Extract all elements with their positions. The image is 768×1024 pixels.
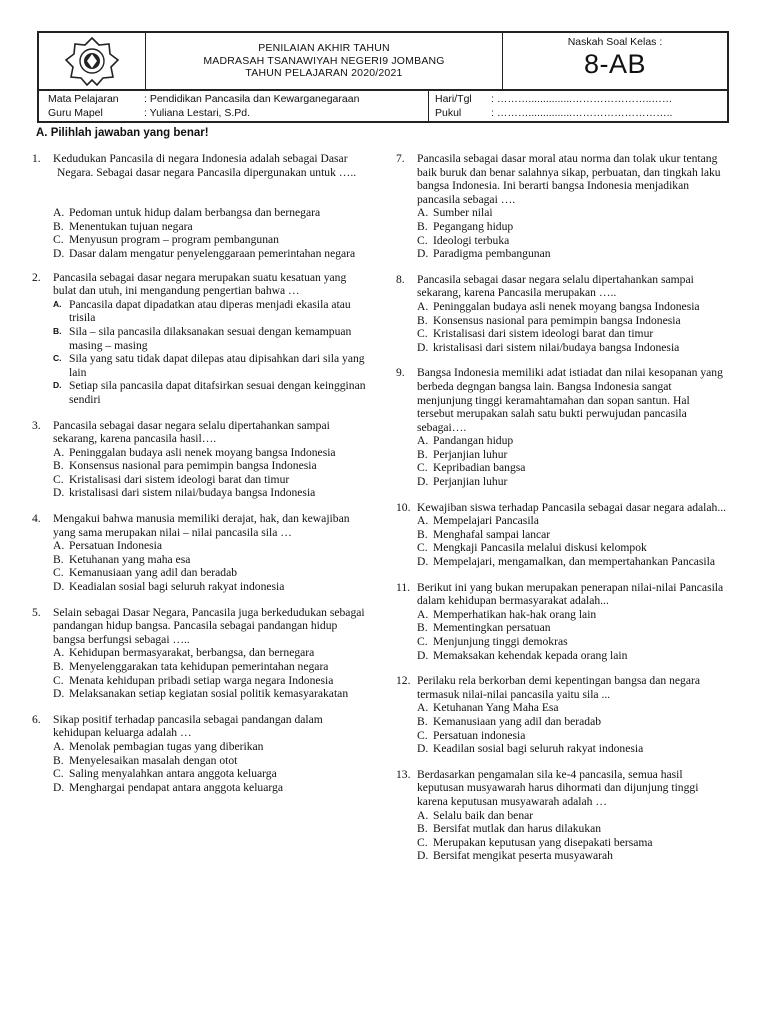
option-text: Paradigma pembangunan xyxy=(433,247,551,261)
option-d[interactable] xyxy=(417,555,728,569)
option-text: Pancasila dapat dipadatkan atau diperas menjadi ekasila atau trisila xyxy=(69,297,351,325)
option-text: Memperhatikan hak-hak orang lain xyxy=(433,607,597,621)
section-title: A. Pilihlah jawaban yang benar! xyxy=(36,127,209,139)
option-text: Setiap sila pancasila dapat ditafsirkan sesuai dengan keingginan sendiri xyxy=(69,379,366,406)
question-item xyxy=(396,273,728,355)
option-text: Kristalisasi dari sistem ideologi barat dan timur xyxy=(433,327,654,341)
question-number: 12. xyxy=(396,674,411,688)
option-letter: C. xyxy=(417,541,428,555)
option-a[interactable] xyxy=(417,701,728,715)
option-letter: A. xyxy=(53,298,62,309)
option-c[interactable] xyxy=(53,233,372,247)
option-text: kristalisasi dari sistem nilai/budaya bangsa Indonesia xyxy=(69,486,316,500)
option-text: Menghafal sampai lancar xyxy=(433,527,551,541)
option-b[interactable] xyxy=(417,621,728,635)
option-letter: D. xyxy=(417,555,429,569)
option-c[interactable] xyxy=(417,635,728,649)
option-letter: D. xyxy=(417,475,429,489)
option-a[interactable] xyxy=(53,206,372,220)
option-d[interactable] xyxy=(53,687,372,701)
option-a[interactable] xyxy=(417,514,728,528)
option-text: Perjanjian luhur xyxy=(433,447,508,461)
subject-label: Mata Pelajaran xyxy=(48,93,119,105)
question-item xyxy=(396,768,728,863)
question-number: 4. xyxy=(32,512,41,526)
option-text: Pegangang hidup xyxy=(433,219,514,233)
option-c[interactable] xyxy=(53,352,372,379)
option-letter: D. xyxy=(417,849,429,863)
ministry-emblem-icon xyxy=(61,36,123,86)
question-text: Pancasila sebagai dasar negara selalu dipertahankan sampai sekarang, karena pancasila hasil…. xyxy=(53,418,330,446)
question-item xyxy=(396,501,728,569)
exam-title-line-3: TAHUN PELAJARAN 2020/2021 xyxy=(245,67,403,80)
option-letter: A. xyxy=(417,206,429,220)
option-letter: D. xyxy=(53,580,65,594)
option-text: Dasar dalam mengatur penyelenggaraan pemerintahan negara xyxy=(69,246,356,260)
option-a[interactable] xyxy=(53,740,372,754)
option-letter: D. xyxy=(53,687,65,701)
question-item xyxy=(32,419,372,501)
option-text: Menyusun program – program pembangunan xyxy=(69,233,279,247)
option-letter: B. xyxy=(417,313,428,327)
option-letter: B. xyxy=(417,527,428,541)
question-item xyxy=(32,271,372,407)
question-number: 10. xyxy=(396,500,411,514)
subject-value: : Pendidikan Pancasila dan Kewarganegaraan xyxy=(144,93,360,105)
option-text: Konsensus nasional para pemimpin bangsa Indonesia xyxy=(69,459,317,473)
class-cell xyxy=(503,33,727,89)
exam-title-line-2: MADRASAH TSANAWIYAH NEGERI9 JOMBANG xyxy=(203,54,445,67)
exam-info-table xyxy=(37,91,729,123)
option-text: Selalu baik dan benar xyxy=(433,808,534,822)
option-text: Kristalisasi dari sistem ideologi barat dan timur xyxy=(69,472,290,486)
option-letter: D. xyxy=(53,246,65,260)
option-letter: A. xyxy=(53,646,65,660)
option-c[interactable] xyxy=(417,234,728,248)
question-number: 3. xyxy=(32,418,41,432)
option-letter: C. xyxy=(417,233,428,247)
question-text: Pancasila sebagai dasar negara merupakan suatu kesatuan yang bulat dan utuh, ini mengandung pengertian bahwa … xyxy=(53,270,347,298)
option-d[interactable] xyxy=(53,781,372,795)
question-number: 1. xyxy=(32,152,41,165)
question-text: Berikut ini yang bukan merupakan penerapan nilai-nilai Pancasila dalam kehidupan bermasyarakat adalah... xyxy=(417,580,724,608)
option-text: Menghargai pendapat antara anggota keluarga xyxy=(69,780,283,794)
option-text: Menolak pembagian tugas yang diberikan xyxy=(69,739,264,753)
option-a[interactable] xyxy=(417,608,728,622)
option-text: Persatuan Indonesia xyxy=(69,539,163,553)
question-number: 13. xyxy=(396,767,411,781)
question-item xyxy=(32,512,372,594)
option-b[interactable] xyxy=(417,314,728,328)
option-letter: D. xyxy=(53,380,62,391)
option-text: Bersifat mutlak dan harus dilakukan xyxy=(433,822,602,836)
answer-space xyxy=(53,179,372,206)
option-text: Menjunjung tinggi demokras xyxy=(433,635,568,648)
option-letter: A. xyxy=(417,299,429,313)
option-letter: B. xyxy=(417,714,428,728)
questions-column-right xyxy=(396,152,728,875)
option-d[interactable] xyxy=(417,475,728,489)
question-text: Mengakui bahwa manusia memiliki derajat, hak, dan kewajiban yang sama merupakan nilai – nilai pancasila sila … xyxy=(53,512,350,539)
option-b[interactable] xyxy=(53,660,372,674)
option-letter: A. xyxy=(53,539,65,553)
option-a[interactable] xyxy=(417,434,728,448)
option-letter: B. xyxy=(417,219,428,233)
option-letter: B. xyxy=(53,753,64,767)
question-number: 7. xyxy=(396,152,405,165)
option-a[interactable] xyxy=(53,446,372,460)
question-number: 5. xyxy=(32,605,41,619)
option-b[interactable] xyxy=(53,325,372,352)
option-text: Ketuhanan yang maha esa xyxy=(69,552,191,566)
day-value: : ………...............…………………..…… xyxy=(491,93,673,105)
class-label: Naskah Soal Kelas : xyxy=(567,36,663,48)
question-item xyxy=(396,152,728,261)
option-text: Kepribadian bangsa xyxy=(433,461,526,475)
option-letter: C. xyxy=(53,673,64,687)
option-letter: C. xyxy=(417,835,428,849)
exam-title-line-1: PENILAIAN AKHIR TAHUN xyxy=(258,42,390,55)
option-letter: A. xyxy=(53,739,65,753)
teacher-value: : Yuliana Lestari, S.Pd. xyxy=(144,107,251,119)
option-c[interactable] xyxy=(417,836,728,850)
option-text: Mementingkan persatuan xyxy=(433,621,551,635)
option-text: Memaksakan kehendak kepada orang lain xyxy=(433,648,628,662)
option-letter: D. xyxy=(53,780,65,794)
option-c[interactable] xyxy=(53,674,372,688)
info-divider xyxy=(428,91,429,121)
option-text: Menyelesaikan masalah dengan otot xyxy=(69,753,238,767)
option-letter: B. xyxy=(53,459,64,473)
option-text: Peninggalan budaya asli nenek moyang bangsa Indonesia xyxy=(69,445,336,459)
option-c[interactable] xyxy=(53,566,372,580)
option-b[interactable] xyxy=(417,715,728,729)
logo-cell xyxy=(39,33,146,89)
option-d[interactable] xyxy=(417,742,728,756)
option-text: Persatuan indonesia xyxy=(433,728,526,742)
option-b[interactable] xyxy=(417,220,728,234)
exam-header xyxy=(37,31,729,91)
option-d[interactable] xyxy=(53,247,372,261)
option-letter: B. xyxy=(417,822,428,836)
question-item xyxy=(32,713,372,795)
option-text: Merupakan keputusan yang disepakati bersama xyxy=(433,835,653,849)
option-letter: A. xyxy=(417,514,429,528)
option-text: kristalisasi dari sistem nilai/budaya bangsa Indonesia xyxy=(433,340,680,354)
option-d[interactable] xyxy=(417,247,728,261)
option-letter: B. xyxy=(53,660,64,673)
option-letter: D. xyxy=(53,486,65,500)
option-a[interactable] xyxy=(53,298,372,325)
option-text: Kemanusiaan yang adil dan beradab xyxy=(433,714,602,728)
option-c[interactable] xyxy=(417,461,728,475)
question-text: Sikap positif terhadap pancasila sebagai pandangan dalam kehidupan keluarga adalah … xyxy=(53,712,323,740)
option-letter: A. xyxy=(417,808,429,822)
question-item xyxy=(396,581,728,663)
option-d[interactable] xyxy=(417,849,728,863)
option-text: Ideologi terbuka xyxy=(433,233,510,247)
option-text: Keadialan sosial bagi seluruh rakyat indonesia xyxy=(69,580,285,594)
question-item xyxy=(32,152,372,261)
option-text: Perjanjian luhur xyxy=(433,475,508,489)
option-letter: B. xyxy=(417,447,428,461)
question-text: Pancasila sebagai dasar negara selalu dipertahankan sampai sekarang, karena Pancasila merupakan ….. xyxy=(417,272,694,300)
option-letter: D. xyxy=(417,247,429,261)
option-c[interactable] xyxy=(53,473,372,487)
option-letter: C. xyxy=(417,461,428,475)
option-letter: C. xyxy=(417,728,428,742)
option-d[interactable] xyxy=(53,379,372,406)
option-text: Menata kehidupan pribadi setiap warga negara Indonesia xyxy=(69,673,334,687)
time-label: Pukul xyxy=(435,107,462,119)
option-letter: C. xyxy=(417,635,428,648)
option-text: Ketuhanan Yang Maha Esa xyxy=(433,701,559,715)
questions-column-left xyxy=(32,152,372,806)
option-b[interactable] xyxy=(53,459,372,473)
option-letter: C. xyxy=(417,327,428,341)
option-c[interactable] xyxy=(417,541,728,555)
day-label: Hari/Tgl xyxy=(435,93,472,105)
option-letter: A. xyxy=(417,607,429,621)
option-text: Melaksanakan setiap kegiatan sosial politik kemasyarakatan xyxy=(69,687,349,701)
question-number: 2. xyxy=(32,270,41,284)
option-d[interactable] xyxy=(53,580,372,594)
question-text: Kedudukan Pancasila di negara Indonesia adalah sebagai Dasar Negara. Sebagai dasar negara Pancasila dipergunakan untuk ….. xyxy=(53,152,357,179)
option-letter: B. xyxy=(417,621,428,635)
option-text: Peninggalan budaya asli nenek moyang bangsa Indonesia xyxy=(433,299,700,313)
option-text: Sumber nilai xyxy=(433,206,493,220)
option-letter: C. xyxy=(53,233,64,247)
question-text: Kewajiban siswa terhadap Pancasila sebagai dasar negara adalah... xyxy=(417,500,727,514)
class-value: 8-AB xyxy=(583,49,647,79)
option-text: Sila – sila pancasila dilaksanakan sesuai dengan kemampuan masing – masing xyxy=(69,324,352,352)
question-text: Perilaku rela berkorban demi kepentingan bangsa dan negara termasuk nilai-nilai pancasila yaitu sila ... xyxy=(417,674,700,701)
option-letter: B. xyxy=(53,325,62,336)
time-value: : ………...............……………………….. xyxy=(491,107,673,119)
option-letter: D. xyxy=(417,340,429,354)
option-letter: C. xyxy=(53,767,64,781)
question-text: Berdasarkan pengamalan sila ke-4 pancasila, semua hasil keputusan musyawarah harus dihormati dan dijunjung tinggi karena keputusan musyawarah adalah … xyxy=(417,767,699,808)
option-letter: C. xyxy=(53,472,64,486)
question-item xyxy=(396,366,728,488)
teacher-label: Guru Mapel xyxy=(48,107,103,119)
option-b[interactable] xyxy=(417,822,728,836)
option-c[interactable] xyxy=(417,327,728,341)
option-letter: D. xyxy=(417,648,429,662)
question-text: Selain sebagai Dasar Negara, Pancasila juga berkedudukan sebagai pandangan hidup bangsa. Pancasila sebagai pandangan hidup bangsa berfungsi sebagai ….. xyxy=(53,605,365,646)
option-letter: D. xyxy=(417,742,429,756)
option-d[interactable] xyxy=(417,649,728,663)
question-number: 11. xyxy=(396,580,411,594)
question-item xyxy=(32,606,372,701)
option-text: Saling menyalahkan antara anggota keluarga xyxy=(69,767,277,781)
question-number: 6. xyxy=(32,712,41,726)
question-number: 9. xyxy=(396,366,405,380)
option-text: Mempelajari Pancasila xyxy=(433,514,539,528)
question-text: Pancasila sebagai dasar moral atau norma dan tolak ukur tentang baik buruk dan benar salahnya sikap, perbuatan, dan tingkah laku bangsa Indonesia. Ini berarti bangsa Indonesia menjadikan pancasila sebagai …. xyxy=(417,152,721,206)
option-text: Keadilan sosial bagi seluruh rakyat indonesia xyxy=(433,742,644,756)
option-letter: C. xyxy=(53,353,62,364)
option-letter: A. xyxy=(53,206,65,220)
question-text: Bangsa Indonesia memiliki adat istiadat dan nilai kesopanan yang berbeda degngan bangsa lain. Bangsa Indonesia sangat menjunjung tinggi keramahtamahan dan sopan santun. Hal tersebut merupakan salah satu bukti perwujudan pancasila sebagai…. xyxy=(417,366,723,434)
option-b[interactable] xyxy=(53,754,372,768)
option-a[interactable] xyxy=(417,809,728,823)
option-letter: B. xyxy=(53,552,64,566)
option-letter: A. xyxy=(417,701,429,715)
option-text: Mempelajari, mengamalkan, dan mempertahankan Pancasila xyxy=(433,555,716,569)
exam-title xyxy=(146,33,503,89)
option-letter: A. xyxy=(417,434,429,448)
option-letter: C. xyxy=(53,566,64,580)
option-c[interactable] xyxy=(53,767,372,781)
option-text: Kemanusiaan yang adil dan beradab xyxy=(69,566,238,580)
option-b[interactable] xyxy=(417,528,728,542)
option-a[interactable] xyxy=(417,206,728,220)
option-text: Kehidupan bermasyarakat, berbangsa, dan bernegara xyxy=(69,646,315,660)
option-text: Pedoman untuk hidup dalam berbangsa dan bernegara xyxy=(69,206,321,220)
option-c[interactable] xyxy=(417,729,728,743)
option-a[interactable] xyxy=(53,539,372,553)
option-d[interactable] xyxy=(53,486,372,500)
option-d[interactable] xyxy=(417,341,728,355)
option-text: Pandangan hidup xyxy=(433,434,514,448)
option-text: Bersifat mengikat peserta musyawarah xyxy=(433,849,613,863)
option-b[interactable] xyxy=(53,553,372,567)
option-text: Mengkaji Pancasila melalui diskusi kelompok xyxy=(433,541,647,555)
option-a[interactable] xyxy=(53,646,372,660)
option-b[interactable] xyxy=(53,220,372,234)
option-b[interactable] xyxy=(417,448,728,462)
option-text: Sila yang satu tidak dapat dilepas atau dipisahkan dari sila yang lain xyxy=(69,352,365,379)
option-letter: B. xyxy=(53,219,64,233)
option-text: Menentukan tujuan negara xyxy=(69,219,193,233)
option-text: Konsensus nasional para pemimpin bangsa Indonesia xyxy=(433,313,681,327)
option-text: Menyelenggarakan tata kehidupan pemerintahan negara xyxy=(69,660,329,673)
question-item xyxy=(396,674,728,756)
option-a[interactable] xyxy=(417,300,728,314)
question-number: 8. xyxy=(396,272,405,286)
option-letter: A. xyxy=(53,445,65,459)
